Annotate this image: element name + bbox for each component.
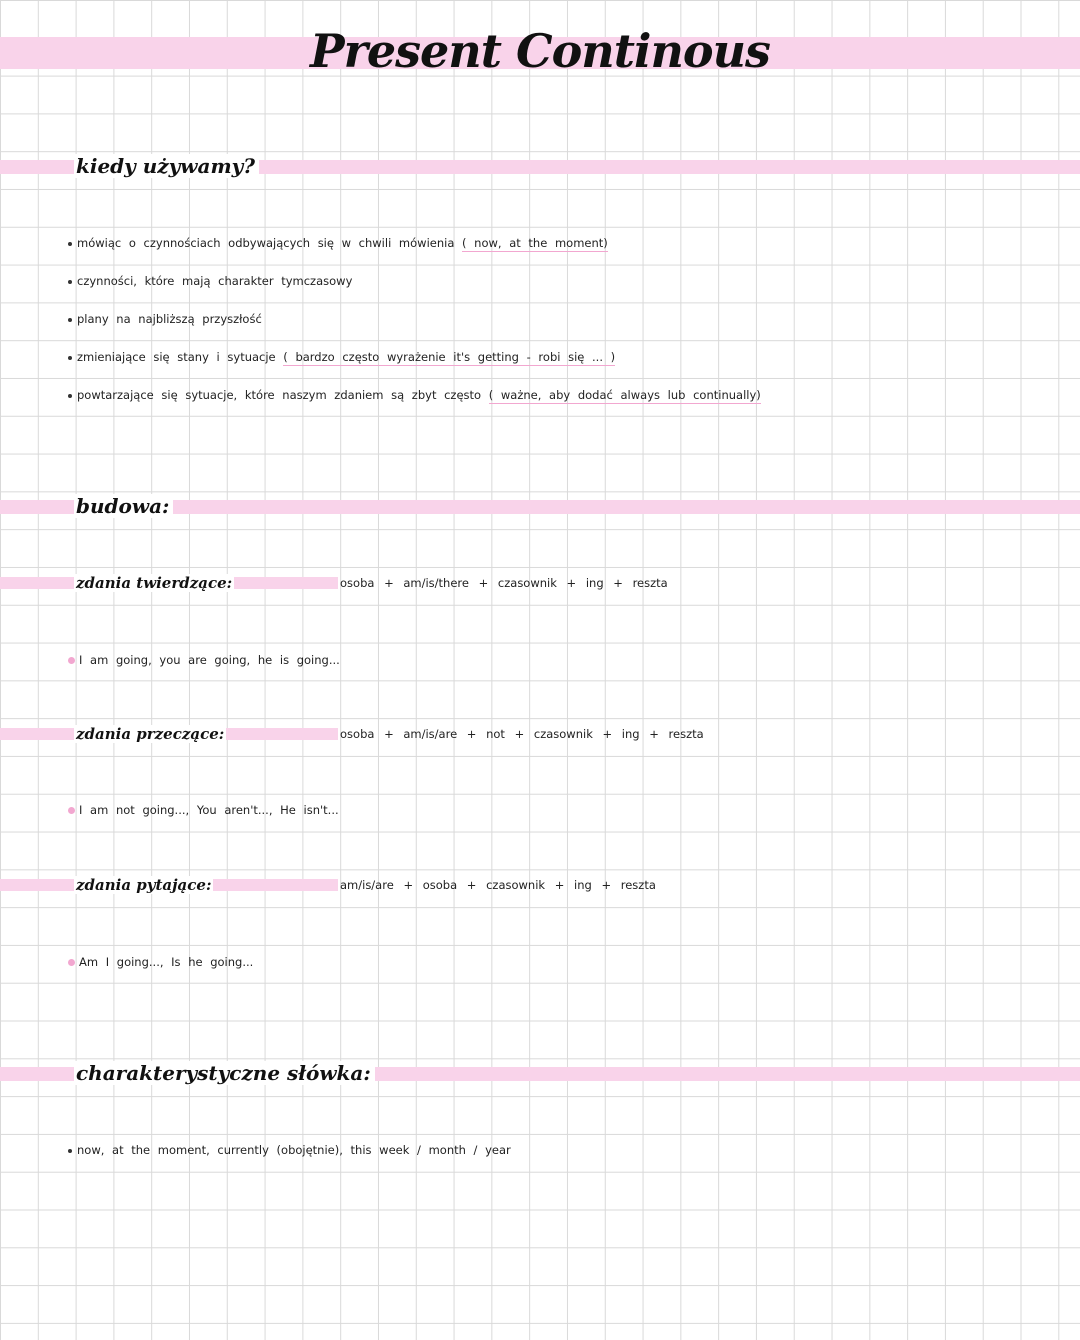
usage-item-text: czynności, które mają charakter tymczasowy xyxy=(77,274,353,288)
negative-example-text: I am not going..., You aren't..., He isn't... xyxy=(79,803,339,817)
keywords-text: now, at the moment, currently (obojętnie), this week / month / year xyxy=(77,1143,511,1157)
bullet-icon xyxy=(68,394,72,398)
page-title: Present Continous xyxy=(310,24,770,78)
usage-item-text: powtarzające się sytuacje, które naszym zdaniem są zbyt często xyxy=(77,388,482,402)
usage-item-note: ( ważne, aby dodać always lub continually) xyxy=(488,388,761,402)
bullet-icon xyxy=(68,807,75,814)
negative-example xyxy=(68,803,339,817)
usage-item-text: plany na najbliższą przyszłość xyxy=(77,312,262,326)
affirmative-formula: osoba + am/is/there + czasownik + ing + reszta xyxy=(340,576,668,590)
negative-formula: osoba + am/is/are + not + czasownik + ing + reszta xyxy=(340,727,704,741)
keywords-line xyxy=(68,1143,511,1157)
bullet-icon xyxy=(68,959,75,966)
structure-heading: budowa: xyxy=(74,494,173,518)
bullet-icon xyxy=(68,242,72,246)
usage-item xyxy=(68,388,761,402)
bullet-icon xyxy=(68,356,72,360)
bullet-icon xyxy=(68,280,72,284)
usage-item xyxy=(68,350,615,364)
affirmative-label: zdania twierdzące: xyxy=(76,574,233,592)
bullet-icon xyxy=(68,1149,72,1153)
bullet-icon xyxy=(68,318,72,322)
usage-item xyxy=(68,312,262,326)
negative-label: zdania przeczące: xyxy=(76,725,225,743)
usage-item-note: ( now, at the moment) xyxy=(462,236,608,250)
usage-item xyxy=(68,274,352,288)
usage-item-text: zmieniające się stany i sytuacje xyxy=(77,350,276,364)
usage-item-text: mówiąc o czynnościach odbywających się w chwili mówienia xyxy=(77,236,455,250)
question-example xyxy=(68,955,253,969)
question-formula: am/is/are + osoba + czasownik + ing + reszta xyxy=(340,878,656,892)
question-label: zdania pytające: xyxy=(76,876,212,894)
question-example-text: Am I going..., Is he going... xyxy=(79,955,254,969)
affirmative-example xyxy=(68,653,340,667)
keywords-heading: charakterystyczne słówka: xyxy=(74,1061,375,1085)
affirmative-example-text: I am going, you are going, he is going... xyxy=(79,653,340,667)
usage-item xyxy=(68,236,608,250)
usage-heading: kiedy używamy? xyxy=(74,154,259,178)
bullet-icon xyxy=(68,657,75,664)
usage-item-note: ( bardzo często wyrażenie it's getting - robi się ... ) xyxy=(283,350,616,364)
